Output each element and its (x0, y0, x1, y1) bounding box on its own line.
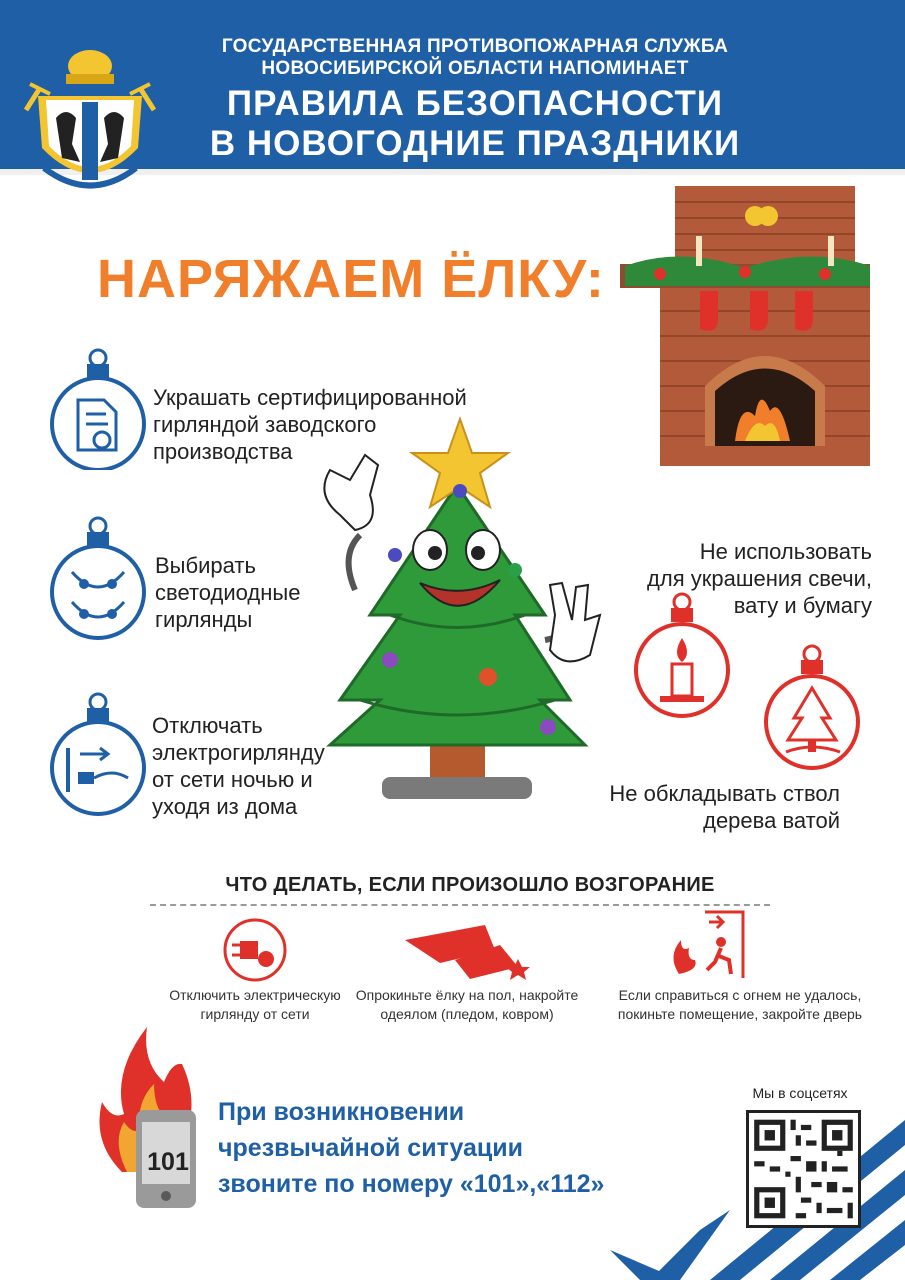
rule-text-certified-garland: Украшать сертифицированной гирляндой заводского производства (153, 385, 467, 464)
fallen-tree-blanket-icon (400, 915, 530, 985)
page-title-line1: ПРАВИЛА БЕЗОПАСНОСТИ (226, 84, 724, 123)
org-name-line2: НОВОСИБИРСКОЙ ОБЛАСТИ НАПОМИНАЕТ (261, 58, 689, 79)
page-title-line2: В НОВОГОДНИЕ ПРАЗДНИКИ (209, 124, 741, 163)
unplug-icon (42, 688, 152, 818)
rule-text-led-garland: Выбирать светодиодные гирлянды (155, 553, 301, 632)
dashed-divider (150, 904, 770, 906)
org-name-line1: ГОСУДАРСТВЕННАЯ ПРОТИВОПОЖАРНАЯ СЛУЖБА (221, 36, 729, 57)
certificate-document-icon (42, 340, 152, 470)
rule-text-no-candles: Не использовать для украшения свечи, вату и бумагу (647, 539, 872, 618)
emergency-call-text: При возникновении чрезвычайной ситуации звоните по номеру «101»,«112» (218, 1098, 605, 1198)
fire-step-text-leave-room: Если справиться с огнем не удалось, покиньте помещение, закройте дверь (617, 987, 863, 1022)
exit-fire-icon (665, 908, 750, 983)
rule-text-unplug-garland: Отключать электрогирлянду от сети ночью и уходя из дома (152, 713, 325, 819)
rule-text-no-cotton: Не обкладывать ствол дерева ватой (609, 781, 840, 833)
fire-service-emblem-icon (20, 48, 160, 196)
electric-plug-icon (220, 915, 290, 985)
section-heading: НАРЯЖАЕМ ЁЛКУ: (97, 249, 605, 309)
candle-icon (628, 590, 738, 720)
led-garland-icon (42, 512, 152, 642)
fire-step-text-unplug: Отключить электрическую гирлянду от сети (169, 987, 341, 1022)
tree-snow-icon (758, 642, 868, 772)
fire-step-text-cover-tree: Опрокиньте ёлку на пол, накройте одеялом (пледом, ковром) (355, 987, 579, 1022)
fire-section-title: ЧТО ДЕЛАТЬ, ЕСЛИ ПРОИЗОШЛО ВОЗГОРАНИЕ (225, 874, 715, 896)
fireplace-illustration (620, 186, 870, 466)
social-label: Мы в соцсетях (752, 1085, 848, 1101)
phone-number-label: 101 (147, 1148, 189, 1176)
qr-code-icon[interactable] (746, 1110, 861, 1228)
flame-phone-icon (92, 1022, 202, 1212)
